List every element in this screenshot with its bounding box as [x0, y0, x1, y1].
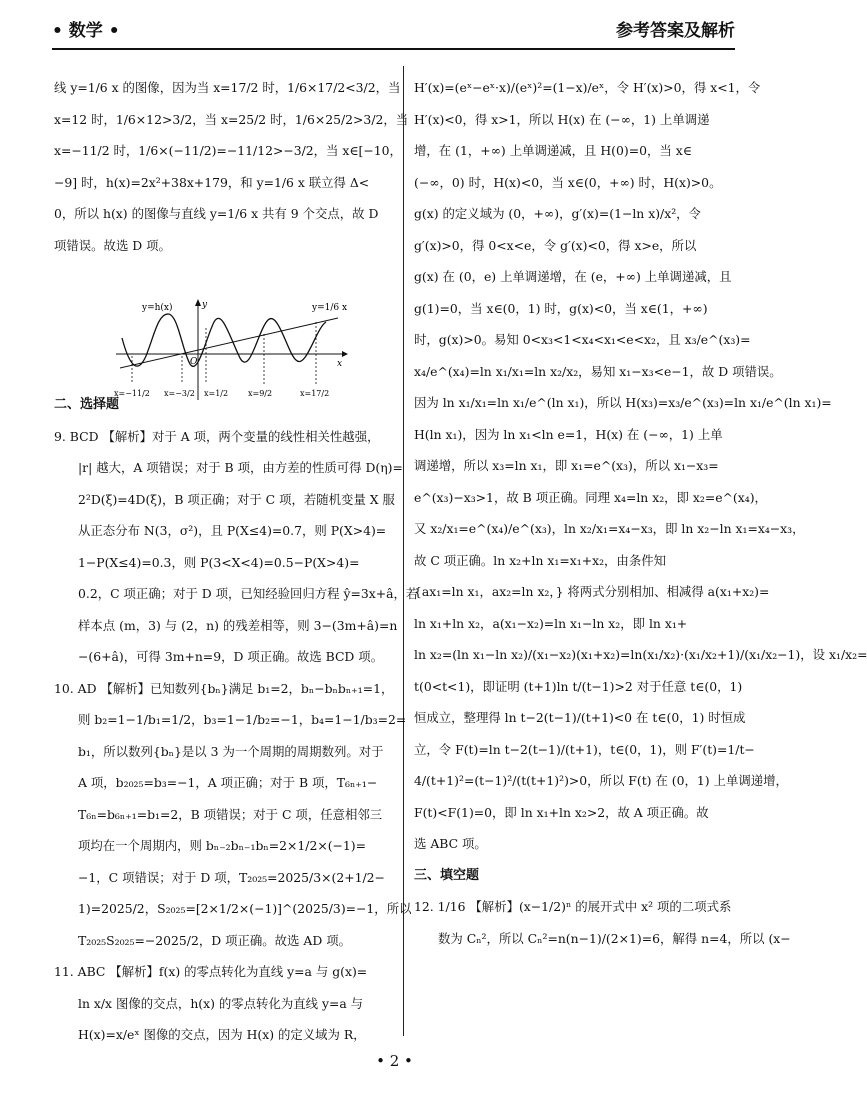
text-line: −(6+â)，可得 3m+n=9，D 项正确。故选 BCD 项。: [78, 649, 384, 664]
question-9-line: 9. BCD 【解析】对于 A 项，两个变量的线性相关性越强，: [54, 428, 380, 444]
text-line: −1，C 项错误；对于 D 项，T₂₀₂₅=2025/3×(2+1/2−: [78, 869, 385, 885]
text-line: {ax₁=ln x₁，ax₂=ln x₂，} 将两式分别相加、相减得 a(x₁+x₂)=: [414, 584, 770, 599]
text-line: F(t)<F(1)=0，即 ln x₁+ln x₂>2，故 A 项正确。故: [414, 804, 709, 820]
text-line: 立，令 F(t)=ln t−2(t−1)/(t+1)，t∈(0，1)，则 F′(t)=1/t−: [414, 741, 755, 757]
text-line: g′(x)>0，得 0<x<e，令 g′(x)<0，得 x>e，所以: [414, 237, 697, 253]
text-line: 选 ABC 项。: [414, 836, 487, 851]
text-line: 0，所以 h(x) 的图像与直线 y=1/6 x 共有 9 个交点，故 D: [54, 206, 379, 221]
text-line: H(ln x₁)，因为 ln x₁<ln e=1，H(x) 在 (−∞，1) 上单: [414, 426, 723, 442]
text-line: 0.2，C 项正确；对于 D 项，已知经验回归方程 ŷ=3x+â，若: [78, 586, 419, 601]
text-line: e^(x₃)−x₃>1，故 B 项正确。同理 x₄=ln x₂，即 x₂=e^(x₄)，: [414, 489, 767, 505]
text-line: ln x/x 图像的交点，h(x) 的零点转化为直线 y=a 与: [78, 995, 364, 1011]
text-line: H′(x)=(eˣ−eˣ·x)/(eˣ)²=(1−x)/eˣ，令 H′(x)>0，得 x<1，令: [414, 80, 761, 95]
tick-label: x=9/2: [248, 389, 273, 398]
x-axis-arrow-icon: [342, 351, 348, 357]
tick-label: x=1/2: [204, 389, 229, 398]
page-header: [52, 14, 735, 50]
section-title-choice: 二、选择题: [54, 397, 120, 412]
text-line: 增，在 (1，+∞) 上单调递减，且 H(0)=0，当 x∈: [414, 143, 692, 158]
text-line: T₂₀₂₅S₂₀₂₅=−2025/2，D 项正确。故选 AD 项。: [78, 932, 351, 948]
text-line: g(1)=0，当 x∈(0，1) 时，g(x)<0，当 x∈(1，+∞): [414, 300, 708, 316]
text-line: ln x₂=(ln x₁−ln x₂)/(x₁−x₂)(x₁+x₂)=ln(x₁/x₂)·(x₁/x₂+1)/(x₁/x₂−1)，设 x₁/x₂=: [414, 647, 867, 662]
text-line: 因为 ln x₁/x₁=ln x₁/e^(ln x₁)，所以 H(x₃)=x₃/e^(x₃)=ln x₁/e^(ln x₁)=: [414, 395, 832, 410]
text-line: 4/(t+1)²=(t−1)²/(t(t+1)²)>0，所以 F(t) 在 (0，1) 上单调递增，: [414, 773, 788, 788]
right-column: [414, 72, 867, 954]
text-line: x₄/e^(x₄)=ln x₁/x₁=ln x₂/x₂，易知 x₁−x₃<e−1，故 D 项错误。: [414, 363, 782, 379]
column-divider: [403, 66, 404, 1036]
question-11-line: 11. ABC 【解析】f(x) 的零点转化为直线 y=a 与 g(x)=: [54, 964, 368, 979]
text-line: x=12 时，1/6×12>3/2，当 x=25/2 时，1/6×25/2>3/2，当: [54, 111, 409, 127]
text-line: T₆ₙ=b₆ₙ₊₁=b₁=2，B 项错误；对于 C 项，任意相邻三: [78, 806, 383, 822]
text-line: 1−P(X≤4)=0.3，则 P(3<X<4)=0.5−P(X>4)=: [78, 554, 360, 570]
text-line: b₁，所以数列{bₙ}是以 3 为一个周期的周期数列。对于: [78, 743, 384, 759]
text-line: 项错误。故选 D 项。: [54, 237, 171, 253]
text-line: g(x) 的定义域为 (0，+∞)，g′(x)=(1−ln x)/x²，令: [414, 206, 701, 221]
text-line: 恒成立，整理得 ln t−2(t−1)/(t+1)<0 在 t∈(0，1) 时恒成: [414, 710, 746, 725]
line-label: y=1/6 x: [312, 303, 348, 313]
header-title: 参考答案及解析: [616, 21, 735, 41]
text-line: H′(x)<0，得 x>1，所以 H(x) 在 (−∞，1) 上单调递: [414, 111, 710, 127]
h-curve: [122, 314, 326, 366]
text-line: −9] 时，h(x)=2x²+38x+179，和 y=1/6 x 联立得 Δ<: [54, 174, 370, 190]
text-line: 1)=2025/2，S₂₀₂₅=[2×1/2×(−1)]^(2025/3)=−1，所以: [78, 901, 412, 916]
text-line: 线 y=1/6 x 的图像，因为当 x=17/2 时，1/6×17/2<3/2，当: [54, 80, 401, 95]
text-line: 从正态分布 N(3，σ²)，且 P(X≤4)=0.7，则 P(X>4)=: [78, 523, 387, 538]
line-y-x-over-6: [120, 318, 338, 368]
text-line: 则 b₂=1−1/b₁=1/2，b₃=1−1/b₂=−1，b₄=1−1/b₃=2=: [78, 712, 407, 727]
tick-label: x=−11/2: [114, 389, 150, 398]
text-line: 数为 Cₙ²，所以 Cₙ²=n(n−1)/(2×1)=6，解得 n=4，所以 (x−: [438, 930, 791, 946]
text-line: 项均在一个周期内，则 bₙ₋₂bₙ₋₁bₙ=2×1/2×(−1)=: [78, 838, 367, 853]
question-10-line: 10. AD 【解析】已知数列{bₙ}满足 b₁=2，bₙ−bₙbₙ₊₁=1，: [54, 680, 394, 696]
text-line: |r| 越大，A 项错误；对于 B 项，由方差的性质可得 D(η)=: [78, 460, 403, 475]
text-line: 时，g(x)>0。易知 0<x₃<1<x₄<x₁<e<x₂，且 x₃/e^(x₃)=: [414, 332, 751, 347]
text-line: 故 C 项正确。ln x₂+ln x₁=x₁+x₂，由条件知: [414, 552, 666, 568]
text-line: H(x)=x/eˣ 图像的交点，因为 H(x) 的定义域为 R，: [78, 1027, 366, 1042]
subject-label: • 数学 •: [52, 21, 120, 41]
function-graph: [112, 298, 348, 402]
origin-label: O: [190, 357, 198, 367]
tick-label: x=17/2: [300, 389, 330, 398]
text-line: x=−11/2 时，1/6×(−11/2)=−11/12>−3/2，当 x∈[−10，: [54, 143, 402, 158]
text-line: 样本点 (m，3) 与 (2，n) 的残差相等，则 3−(3m+â)=n: [78, 617, 398, 633]
y-axis-label: y: [202, 300, 208, 310]
text-line: 调递增，所以 x₃=ln x₁，即 x₁=e^(x₃)，所以 x₁−x₃=: [414, 458, 719, 473]
text-line: (−∞，0) 时，H(x)<0，当 x∈(0，+∞) 时，H(x)>0。: [414, 174, 722, 190]
text-line: t(0<t<1)，即证明 (t+1)ln t/(t−1)>2 对于任意 t∈(0，1): [414, 678, 743, 694]
y-axis-arrow-icon: [195, 299, 201, 306]
question-12-line: 12. 1/16 【解析】(x−1/2)ⁿ 的展开式中 x² 项的二项式系: [414, 899, 732, 914]
x-axis-label: x: [337, 359, 343, 369]
curve-label: y=h(x): [142, 303, 173, 313]
text-line: 2²D(ξ)=4D(ξ)，B 项正确；对于 C 项，若随机变量 X 服: [78, 491, 395, 507]
section-title-fill: 三、填空题: [414, 867, 480, 883]
text-line: ln x₁+ln x₂，a(x₁−x₂)=ln x₁−ln x₂，即 ln x₁+: [414, 615, 688, 631]
text-line: 又 x₂/x₁=e^(x₄)/e^(x₃)，ln x₂/x₁=x₄−x₃，即 ln x₂−ln x₁=x₄−x₃，: [414, 521, 805, 536]
left-column: [54, 72, 419, 1051]
text-line: g(x) 在 (0，e) 上单调递增，在 (e，+∞) 上单调递减，且: [414, 269, 732, 284]
tick-label: x=−3/2: [164, 389, 195, 398]
page-number: • 2 •: [376, 1052, 413, 1070]
text-line: A 项，b₂₀₂₅=b₃=−1，A 项正确；对于 B 项，T₆ₙ₊₁−: [78, 775, 378, 790]
